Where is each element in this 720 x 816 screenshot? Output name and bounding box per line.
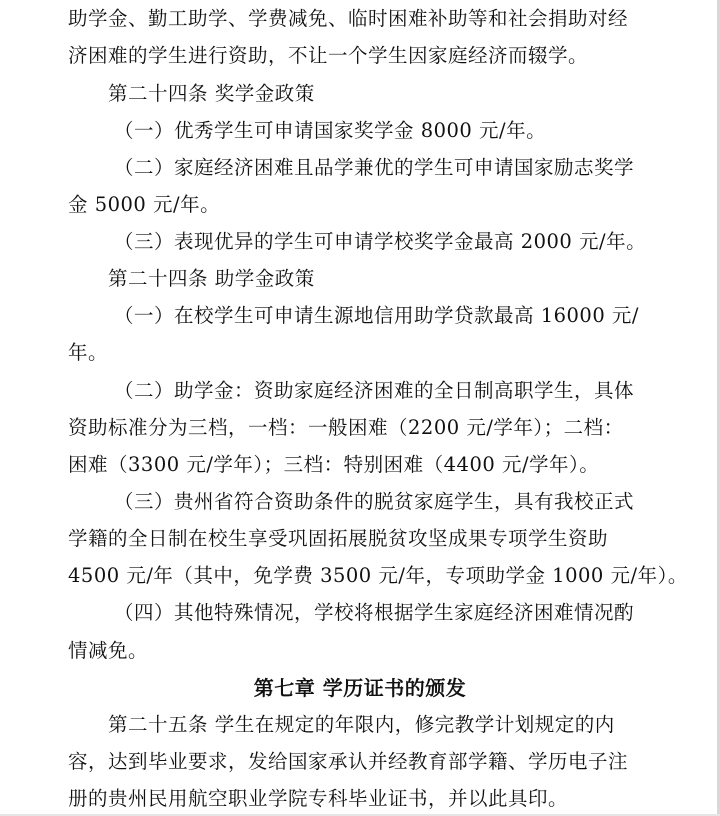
list-item: （三）贵州省符合资助条件的脱贫家庭学生，具有我校正式 <box>114 490 635 513</box>
list-item: （二）家庭经济困难且品学兼优的学生可申请国家励志奖学 <box>114 156 635 179</box>
paragraph-line: 册的贵州民用航空职业学院专科毕业证书，并以此具印。 <box>68 787 569 810</box>
paragraph-line: 情减免。 <box>68 639 149 662</box>
paragraph-line: 资助标准分为三档，一档：一般困难（2200 元/学年）；二档： <box>68 416 624 439</box>
list-item: （四）其他特殊情况，学校将根据学生家庭经济困难情况酌 <box>114 601 635 624</box>
paragraph-line: 容，达到毕业要求，发给国家承认并经教育部学籍、学历电子注 <box>68 750 629 773</box>
paragraph-line: 助学金、勤工助学、学费减免、临时困难补助等和社会捐助对经 <box>68 7 629 30</box>
list-item: （一）优秀学生可申请国家奖学金 8000 元/年。 <box>114 119 547 142</box>
chapter-title: 第七章 学历证书的颁发 <box>253 676 467 700</box>
list-item: （三）表现优异的学生可申请学校奖学金最高 2000 元/年。 <box>114 230 647 253</box>
paragraph-line: 第二十五条 学生在规定的年限内，修完教学计划规定的内 <box>108 713 615 736</box>
paragraph-line: 学籍的全日制在校生享受巩固拓展脱贫攻坚成果专项学生资助 <box>68 527 609 550</box>
list-item: （二）助学金：资助家庭经济困难的全日制高职学生，具体 <box>114 379 635 402</box>
paragraph-line: 年。 <box>68 341 109 364</box>
article-heading-scholarship: 第二十四条 奖学金政策 <box>108 82 315 105</box>
list-item: （一）在校学生可申请生源地信用助学贷款最高 16000 元/ <box>114 304 639 327</box>
article-heading-grant: 第二十四条 助学金政策 <box>108 267 315 290</box>
paragraph-line: 济困难的学生进行资助，不让一个学生因家庭经济而辍学。 <box>68 44 589 67</box>
paragraph-line: 4500 元/年（其中，免学费 3500 元/年，专项助学金 1000 元/年）。 <box>68 564 688 587</box>
paragraph-line: 困难（3300 元/学年）；三档：特别困难（4400 元/学年）。 <box>68 453 600 476</box>
paragraph-line: 金 5000 元/年。 <box>68 193 221 216</box>
